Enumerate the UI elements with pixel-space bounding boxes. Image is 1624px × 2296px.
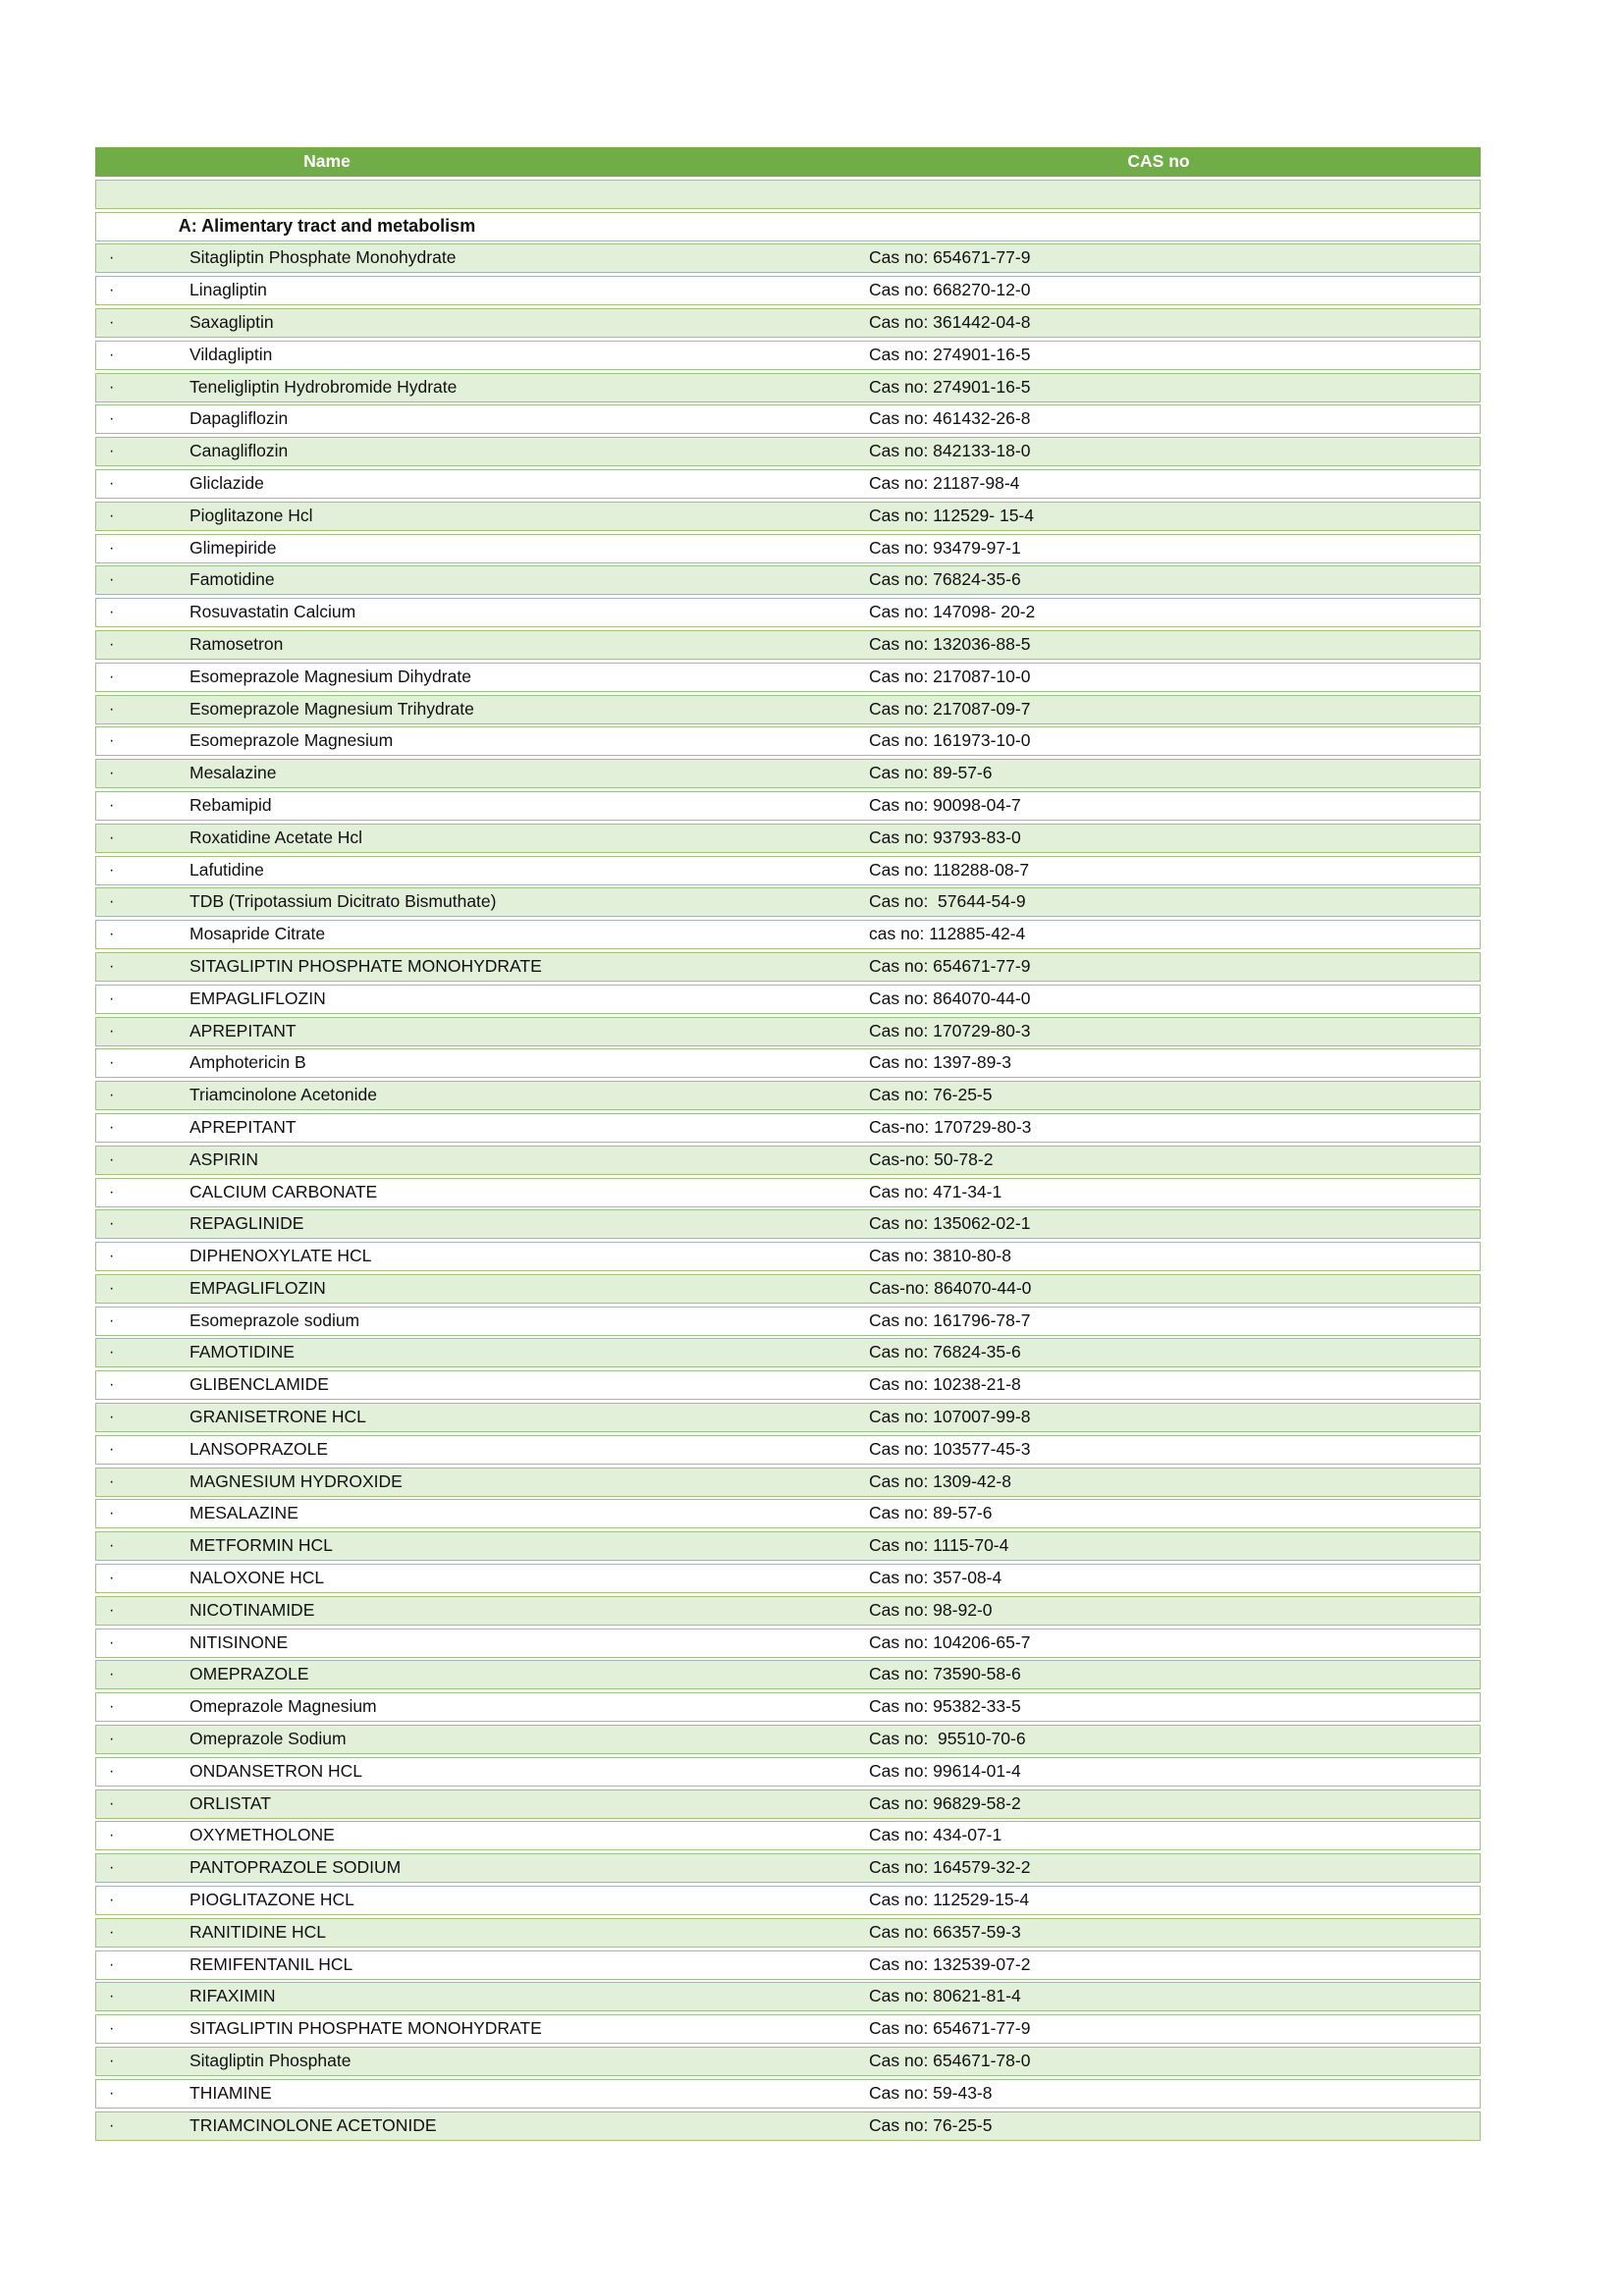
table-row <box>95 1178 1481 1207</box>
compound-name: Mosapride Citrate <box>189 924 326 944</box>
cas-number: Cas no: 73590-58-6 <box>869 1664 1021 1684</box>
table-row <box>95 1017 1481 1046</box>
cas-number: Cas no: 217087-09-7 <box>869 698 1031 719</box>
cas-number: Cas-no: 864070-44-0 <box>869 1277 1032 1298</box>
table-row <box>95 920 1481 949</box>
cas-number: Cas no: 1115-70-4 <box>869 1535 1009 1556</box>
table-row <box>95 1692 1481 1722</box>
cas-number: Cas no: 89-57-6 <box>869 763 993 783</box>
table-row <box>95 1757 1481 1787</box>
bullet-icon: · <box>109 1183 115 1201</box>
compound-name: RANITIDINE HCL <box>189 1921 327 1942</box>
cas-number: Cas no: 274901-16-5 <box>869 344 1031 364</box>
compound-name: MESALAZINE <box>189 1503 298 1523</box>
compound-name: PANTOPRAZOLE SODIUM <box>189 1857 402 1878</box>
cas-number: Cas no: 161973-10-0 <box>869 730 1031 751</box>
bullet-icon: · <box>109 1537 115 1555</box>
bullet-icon: · <box>109 667 115 685</box>
cas-number: Cas no: 864070-44-0 <box>869 988 1031 1008</box>
compound-name: SITAGLIPTIN PHOSPHATE MONOHYDRATE <box>189 2018 542 2039</box>
bullet-icon: · <box>109 1472 115 1490</box>
compound-name: NICOTINAMIDE <box>189 1599 315 1620</box>
bullet-icon: · <box>109 313 115 331</box>
compound-name: PIOGLITAZONE HCL <box>189 1890 354 1910</box>
table-row <box>95 341 1481 370</box>
bullet-icon: · <box>109 796 115 814</box>
bullet-icon: · <box>109 1087 115 1104</box>
cas-number: Cas no: 90098-04-7 <box>869 794 1021 815</box>
bullet-icon: · <box>109 989 115 1007</box>
cas-number: Cas no: 132539-07-2 <box>869 1953 1031 1974</box>
compound-name: NITISINONE <box>189 1631 289 1652</box>
table-row <box>95 2079 1481 2109</box>
table-row <box>95 2014 1481 2044</box>
table-row <box>95 1307 1481 1336</box>
compound-name: FAMOTIDINE <box>189 1342 295 1362</box>
bullet-icon: · <box>109 2116 115 2134</box>
compound-name: REMIFENTANIL HCL <box>189 1953 353 1974</box>
compound-name: Vildagliptin <box>189 344 273 364</box>
table-row <box>95 1725 1481 1754</box>
cas-number: Cas no: 95510-70-6 <box>869 1729 1026 1749</box>
bullet-icon: · <box>109 1633 115 1651</box>
bullet-icon: · <box>109 1409 115 1426</box>
table-row <box>95 952 1481 982</box>
bullet-icon: · <box>109 957 115 975</box>
bullet-icon: · <box>109 249 115 267</box>
cas-number: Cas no: 842133-18-0 <box>869 441 1031 461</box>
compound-name: Teneligliptin Hydrobromide Hydrate <box>189 376 458 397</box>
table-row <box>95 598 1481 627</box>
cas-number: Cas no: 104206-65-7 <box>869 1631 1031 1652</box>
cas-number: Cas no: 170729-80-3 <box>869 1020 1031 1041</box>
compound-name: Gliclazide <box>189 472 264 493</box>
cas-number: Cas no: 93479-97-1 <box>869 537 1021 558</box>
table-row <box>95 759 1481 788</box>
cas-number: Cas no: 10238-21-8 <box>869 1374 1021 1395</box>
bullet-icon: · <box>109 410 115 428</box>
table-row <box>95 1629 1481 1658</box>
compound-name: ASPIRIN <box>189 1148 259 1169</box>
cas-number: Cas no: 99614-01-4 <box>869 1760 1021 1781</box>
table-row <box>95 1564 1481 1593</box>
table-row <box>95 1660 1481 1689</box>
bullet-icon: · <box>109 926 115 943</box>
bullet-icon: · <box>109 1762 115 1780</box>
table-row <box>95 308 1481 338</box>
table-row <box>95 791 1481 821</box>
bullet-icon: · <box>109 1150 115 1168</box>
bullet-icon: · <box>109 1955 115 1973</box>
bullet-icon: · <box>109 1827 115 1844</box>
compound-name: METFORMIN HCL <box>189 1535 333 1556</box>
table-row <box>95 887 1481 917</box>
cas-number: Cas no: 1309-42-8 <box>869 1470 1011 1491</box>
cas-number: Cas no: 654671-77-9 <box>869 2018 1031 2039</box>
bullet-icon: · <box>109 1698 115 1716</box>
compound-name: THIAMINE <box>189 2082 272 2103</box>
cas-number: Cas no: 471-34-1 <box>869 1181 1002 1201</box>
column-header-cas: CAS no <box>1127 151 1190 171</box>
bullet-icon: · <box>109 1570 115 1587</box>
table-row <box>95 1853 1481 1883</box>
compound-name: Roxatidine Acetate Hcl <box>189 827 363 847</box>
cas-number: Cas no: 135062-02-1 <box>869 1213 1031 1234</box>
table-row <box>95 1789 1481 1819</box>
table-row <box>95 1338 1481 1367</box>
compound-name: DIPHENOXYLATE HCL <box>189 1246 372 1266</box>
bullet-icon: · <box>109 1666 115 1683</box>
bullet-icon: · <box>109 507 115 524</box>
bullet-icon: · <box>109 1731 115 1748</box>
bullet-icon: · <box>109 700 115 718</box>
table-row <box>95 565 1481 595</box>
bullet-icon: · <box>109 2084 115 2102</box>
cas-number: cas no: 112885-42-4 <box>869 924 1026 944</box>
bullet-icon: · <box>109 1376 115 1394</box>
compound-name: Lafutidine <box>189 859 264 880</box>
compound-name: REPAGLINIDE <box>189 1213 304 1234</box>
compound-name: SITAGLIPTIN PHOSPHATE MONOHYDRATE <box>189 955 542 976</box>
bullet-icon: · <box>109 571 115 589</box>
bullet-icon: · <box>109 1344 115 1362</box>
compound-name: Esomeprazole sodium <box>189 1309 360 1330</box>
bullet-icon: · <box>109 1118 115 1136</box>
bullet-icon: · <box>109 1794 115 1812</box>
cas-number: Cas no: 217087-10-0 <box>869 666 1031 686</box>
compound-name: GRANISETRONE HCL <box>189 1407 366 1427</box>
cas-number: Cas no: 434-07-1 <box>869 1825 1002 1845</box>
section-title: A: Alimentary tract and metabolism <box>178 215 476 236</box>
table-row <box>95 404 1481 434</box>
bullet-icon: · <box>109 2020 115 2038</box>
cas-number: Cas no: 461432-26-8 <box>869 408 1031 429</box>
compound-name: Sitagliptin Phosphate <box>189 2051 352 2071</box>
compound-name: Esomeprazole Magnesium <box>189 730 394 751</box>
cas-number: Cas no: 76-25-5 <box>869 1085 993 1105</box>
compound-name: Mesalazine <box>189 763 277 783</box>
compound-name: Amphotericin B <box>189 1052 306 1073</box>
cas-number: Cas no: 98-92-0 <box>869 1599 993 1620</box>
cas-number: Cas no: 107007-99-8 <box>869 1407 1031 1427</box>
cas-number: Cas no: 57644-54-9 <box>869 891 1026 912</box>
cas-number: Cas no: 147098- 20-2 <box>869 602 1036 622</box>
compound-name: RIFAXIMIN <box>189 1986 276 2006</box>
bullet-icon: · <box>109 1279 115 1297</box>
bullet-icon: · <box>109 1311 115 1329</box>
cas-number: Cas no: 132036-88-5 <box>869 633 1031 654</box>
table-row <box>95 1370 1481 1400</box>
empty-row <box>95 180 1481 209</box>
bullet-icon: · <box>109 539 115 557</box>
table-row <box>95 276 1481 305</box>
compound-name: Famotidine <box>189 569 275 590</box>
compound-name: ORLISTAT <box>189 1792 271 1813</box>
compound-name: Sitagliptin Phosphate Monohydrate <box>189 247 457 268</box>
table-row <box>95 2111 1481 2141</box>
cas-number: Cas no: 357-08-4 <box>869 1568 1002 1588</box>
bullet-icon: · <box>109 1859 115 1877</box>
table-header-row <box>95 147 1481 177</box>
table-row <box>95 243 1481 273</box>
cas-number: Cas-no: 50-78-2 <box>869 1148 994 1169</box>
compound-name: Saxagliptin <box>189 311 274 332</box>
cas-number: Cas no: 76-25-5 <box>869 2114 993 2135</box>
compound-name: TDB (Tripotassium Dicitrato Bismuthate) <box>189 891 497 912</box>
table-row <box>95 1468 1481 1497</box>
table-row <box>95 1531 1481 1561</box>
table-row <box>95 469 1481 499</box>
bullet-icon: · <box>109 1988 115 2005</box>
bullet-icon: · <box>109 378 115 396</box>
bullet-icon: · <box>109 2053 115 2070</box>
cas-number: Cas no: 89-57-6 <box>869 1503 993 1523</box>
compound-name: Triamcinolone Acetonide <box>189 1085 377 1105</box>
table-row <box>95 824 1481 853</box>
bullet-icon: · <box>109 1892 115 1909</box>
bullet-icon: · <box>109 635 115 653</box>
bullet-icon: · <box>109 604 115 621</box>
compound-name: ONDANSETRON HCL <box>189 1760 362 1781</box>
bullet-icon: · <box>109 1601 115 1619</box>
cas-number: Cas no: 93793-83-0 <box>869 827 1021 847</box>
table-row <box>95 1146 1481 1175</box>
compound-name: Esomeprazole Magnesium Dihydrate <box>189 666 471 686</box>
cas-number: Cas no: 654671-77-9 <box>869 247 1031 268</box>
bullet-icon: · <box>109 1022 115 1040</box>
compound-name: APREPITANT <box>189 1116 297 1137</box>
table-row <box>95 726 1481 756</box>
compound-name: Omeprazole Sodium <box>189 1729 347 1749</box>
cas-number: Cas no: 3810-80-8 <box>869 1246 1011 1266</box>
table-row <box>95 663 1481 692</box>
table-row <box>95 1499 1481 1528</box>
bullet-icon: · <box>109 474 115 492</box>
cas-number: Cas no: 95382-33-5 <box>869 1696 1021 1717</box>
cas-number: Cas no: 668270-12-0 <box>869 280 1031 300</box>
table-row <box>95 1596 1481 1626</box>
compound-name: Esomeprazole Magnesium Trihydrate <box>189 698 474 719</box>
compound-name: OMEPRAZOLE <box>189 1664 309 1684</box>
compound-name: OXYMETHOLONE <box>189 1825 335 1845</box>
section-header-row <box>95 212 1481 241</box>
cas-number: Cas no: 80621-81-4 <box>869 1986 1021 2006</box>
bullet-icon: · <box>109 1505 115 1522</box>
table-row <box>95 1403 1481 1432</box>
cas-number: Cas no: 96829-58-2 <box>869 1792 1021 1813</box>
cas-number: Cas no: 112529-15-4 <box>869 1890 1030 1910</box>
table-row <box>95 1081 1481 1110</box>
cas-number: Cas-no: 170729-80-3 <box>869 1116 1032 1137</box>
compound-name: Omeprazole Magnesium <box>189 1696 377 1717</box>
table-body <box>95 243 1481 2140</box>
bullet-icon: · <box>109 443 115 460</box>
cas-number: Cas no: 361442-04-8 <box>869 311 1031 332</box>
table-row <box>95 373 1481 402</box>
compound-name: Ramosetron <box>189 633 284 654</box>
compound-name: Canagliflozin <box>189 441 289 461</box>
compound-name: EMPAGLIFLOZIN <box>189 988 326 1008</box>
table-row <box>95 1886 1481 1915</box>
cas-number: Cas no: 654671-77-9 <box>869 955 1031 976</box>
compound-name: Rebamipid <box>189 794 272 815</box>
bullet-icon: · <box>109 1248 115 1265</box>
compound-name: TRIAMCINOLONE ACETONIDE <box>189 2114 437 2135</box>
table-row <box>95 985 1481 1014</box>
compound-name: EMPAGLIFLOZIN <box>189 1277 326 1298</box>
table-row <box>95 1242 1481 1271</box>
cas-number: Cas no: 103577-45-3 <box>869 1438 1031 1459</box>
bullet-icon: · <box>109 1923 115 1941</box>
cas-number: Cas no: 161796-78-7 <box>869 1309 1031 1330</box>
cas-number: Cas no: 59-43-8 <box>869 2082 993 2103</box>
compound-name: Glimepiride <box>189 537 277 558</box>
table-row <box>95 1209 1481 1239</box>
compound-name: Rosuvastatin Calcium <box>189 602 356 622</box>
bullet-icon: · <box>109 732 115 750</box>
table-row <box>95 1950 1481 1980</box>
column-header-name: Name <box>303 151 351 171</box>
bullet-icon: · <box>109 1215 115 1233</box>
bullet-icon: · <box>109 861 115 879</box>
compound-name: CALCIUM CARBONATE <box>189 1181 378 1201</box>
bullet-icon: · <box>109 765 115 782</box>
table-row <box>95 502 1481 531</box>
compound-name: GLIBENCLAMIDE <box>189 1374 329 1395</box>
cas-number: Cas no: 76824-35-6 <box>869 569 1021 590</box>
table-row <box>95 534 1481 563</box>
bullet-icon: · <box>109 282 115 299</box>
table-row <box>95 1918 1481 1948</box>
bullet-icon: · <box>109 828 115 846</box>
cas-number: Cas no: 654671-78-0 <box>869 2051 1031 2071</box>
compound-name: Linagliptin <box>189 280 267 300</box>
table-row <box>95 1821 1481 1850</box>
table-row <box>95 630 1481 660</box>
bullet-icon: · <box>109 1054 115 1072</box>
bullet-icon: · <box>109 893 115 911</box>
compound-name: Pioglitazone Hcl <box>189 505 313 525</box>
compound-cas-table <box>95 147 1481 2143</box>
cas-number: Cas no: 274901-16-5 <box>869 376 1031 397</box>
table-row <box>95 437 1481 466</box>
compound-name: MAGNESIUM HYDROXIDE <box>189 1470 403 1491</box>
table-row <box>95 695 1481 724</box>
cas-number: Cas no: 76824-35-6 <box>869 1342 1021 1362</box>
compound-name: Dapagliflozin <box>189 408 289 429</box>
table-row <box>95 1274 1481 1304</box>
table-row <box>95 856 1481 885</box>
bullet-icon: · <box>109 346 115 363</box>
table-row <box>95 1113 1481 1143</box>
bullet-icon: · <box>109 1440 115 1458</box>
cas-number: Cas no: 66357-59-3 <box>869 1921 1021 1942</box>
compound-name: APREPITANT <box>189 1020 297 1041</box>
compound-name: LANSOPRAZOLE <box>189 1438 329 1459</box>
table-row <box>95 1435 1481 1465</box>
cas-number: Cas no: 118288-08-7 <box>869 859 1030 880</box>
table-row <box>95 1048 1481 1078</box>
table-row <box>95 2047 1481 2076</box>
table-row <box>95 1982 1481 2011</box>
compound-name: NALOXONE HCL <box>189 1568 325 1588</box>
cas-number: Cas no: 112529- 15-4 <box>869 505 1034 525</box>
cas-number: Cas no: 1397-89-3 <box>869 1052 1011 1073</box>
cas-number: Cas no: 21187-98-4 <box>869 472 1020 493</box>
cas-number: Cas no: 164579-32-2 <box>869 1857 1031 1878</box>
